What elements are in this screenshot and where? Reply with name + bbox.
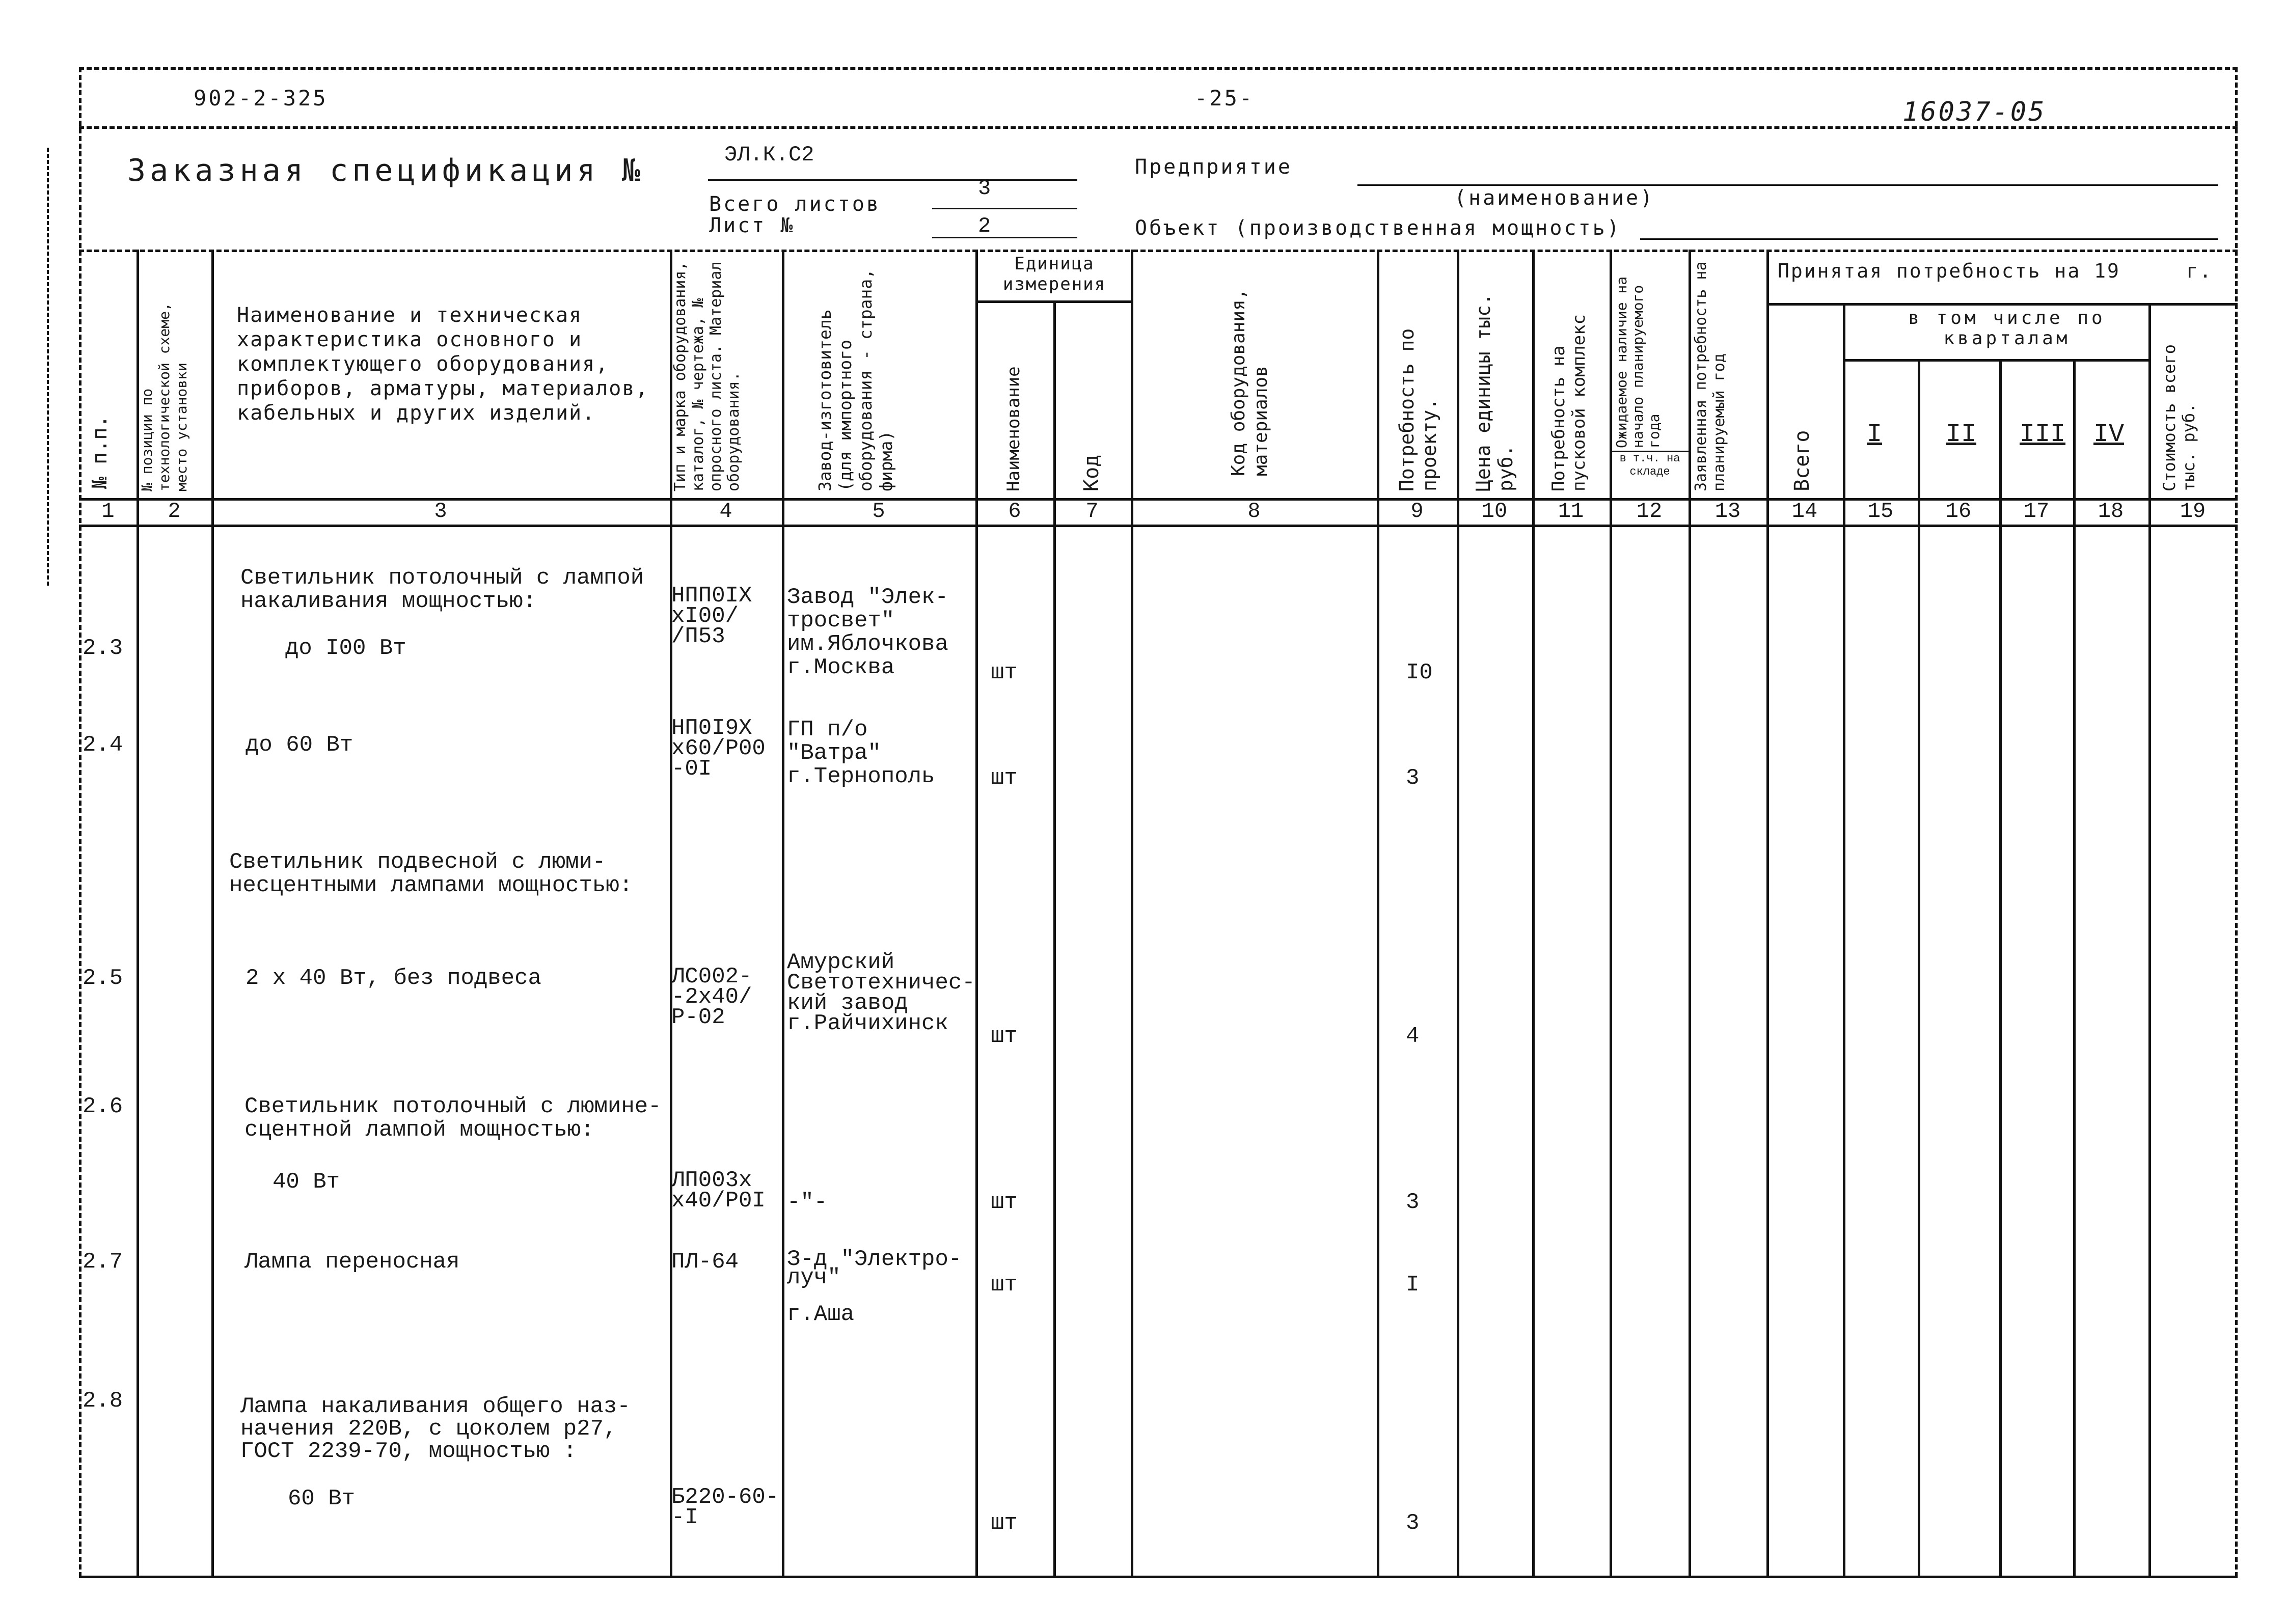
col-line [1457,250,1459,1576]
row-maker: Завод "Элек- тросвет" им.Яблочкова г.Москва [787,585,948,680]
quarters-group-line [1843,359,2148,362]
row-number: 2.5 [83,966,123,991]
frame-left-line [79,67,81,1577]
colnum-18: 18 [2098,499,2124,524]
colnum-19: 19 [2180,499,2206,524]
frame-bottom-line [79,1576,2238,1578]
row-number: 2.3 [83,636,123,661]
row-name: 2 х 40 Вт, без подвеса [246,966,541,991]
col-header-14-group: Принятая потребность на 19 г. [1778,260,2213,282]
row-name: Светильник потолочный с люмине- сцентной лампой мощностью: [244,1094,662,1143]
row-type: ЛС002- -2x40/ P-02 [671,964,752,1030]
sheets-total-value: 3 [978,176,991,201]
colnum-9: 9 [1410,499,1424,524]
colnum-6: 6 [1008,499,1021,524]
row-type: НПП0IX xI00/ /П53 [671,583,752,649]
frame-colnum-top [79,498,2238,501]
sheets-total-label: Всего листов [709,192,881,216]
row-number: 2.7 [83,1249,123,1275]
col-line [2073,359,2076,1576]
colnum-14: 14 [1791,499,1818,524]
inventory-number: 16037-05 [1902,97,2047,127]
col-header-12-stock: в т.ч. на складе [1619,452,1680,478]
colnum-10: 10 [1481,499,1508,524]
col-line [211,250,214,1576]
object-line [1640,238,2218,240]
row-name: до I00 Вт [285,636,406,661]
colnum-12: 12 [1636,499,1663,524]
col-line [1999,359,2002,1576]
col-header-15: I [1867,420,1883,449]
col-line [1053,300,1056,1576]
col-line [782,250,784,1576]
row-qty: 3 [1406,765,1420,791]
col-line [1918,359,1920,1576]
row-unit: шт [991,765,1018,791]
col-header-3: Наименование и техническая характеристика основного и комплектующего оборудования, приборов, арматуры, материалов, кабельных и других изделий. [237,304,649,425]
sheet-label: Лист № [709,214,795,237]
page-number: -25- [1194,86,1255,111]
row-unit: шт [991,1510,1018,1536]
colnum-7: 7 [1085,499,1099,524]
object-label: Объект (производственная мощность) [1135,216,1621,240]
col-line [1689,250,1691,1576]
sheet-line [932,237,1077,238]
col-header-6-group: Единица измерения [1002,254,1106,294]
row-maker: З-д "Электро- луч" г.Аша [787,1247,962,1327]
sheets-total-line [932,208,1077,209]
sheet-value: 2 [978,214,991,238]
col-line [1610,250,1612,1576]
enterprise-label: Предприятие [1135,155,1292,179]
row-qty: I0 [1406,660,1433,685]
row-type: Б220-60- -I [671,1484,779,1530]
colnum-1: 1 [101,499,115,524]
row-name: Светильник подвесной с люми- несцентными лампами мощностью: [229,849,633,898]
row-unit: шт [991,1190,1018,1215]
col-line [1843,303,1845,1576]
col-header-9: Потребность по проекту. [1396,328,1440,491]
col-header-4: Тип и марка оборудования, каталог, № чертежа, № опросного листа. Материал оборудования. [671,261,743,491]
row-name: до 60 Вт [246,732,353,758]
row-maker: Амурский Светотехничес- кий завод г.Райчихинск [787,950,975,1036]
col-header-16: II [1946,420,1977,449]
row-type: ЛП003x x40/P0I [671,1168,766,1214]
col-header-14: Всего [1790,430,1814,491]
colnum-11: 11 [1558,499,1584,524]
colnum-8: 8 [1247,499,1261,524]
row-qty: 3 [1406,1190,1420,1215]
row-unit: шт [991,660,1018,685]
col-line [975,250,978,1576]
row-maker: ГП п/о "Ватра" г.Тернополь [787,717,935,789]
row-name: Лампа переносная [244,1249,460,1275]
col-line [1131,250,1133,1576]
col-header-10: Цена единицы тыс. руб. [1472,293,1517,491]
colnum-3: 3 [434,499,447,524]
row-number: 2.6 [83,1094,123,1119]
row-maker: -"- [787,1190,828,1215]
col-header-17: III [2020,420,2066,449]
col-header-8: Код оборудования, материалов [1228,288,1271,476]
col-line [1377,250,1379,1576]
row-type: ПЛ-64 [671,1249,739,1275]
unit-group-line [975,300,1131,303]
row-qty: 3 [1406,1510,1420,1536]
binding-margin-marks [47,148,49,586]
spec-number-line [708,179,1077,181]
frame-right-line [2235,67,2238,1577]
spec-number: ЭЛ.К.С2 [724,143,814,167]
col-header-12: Ожидаемое наличие на начало планируемого года [1613,276,1663,448]
row-name: Светильник потолочный с лампой накаливания мощностью: [240,565,644,614]
row-unit: шт [991,1272,1018,1298]
colnum-13: 13 [1715,499,1741,524]
row-name: 60 Вт [288,1486,356,1511]
doc-code: 902-2-325 [194,86,328,111]
col-line [2148,303,2151,1576]
col-line [1532,250,1535,1576]
name-label: (наименование) [1454,186,1655,210]
row-name: 40 Вт [273,1169,340,1195]
col-header-11: Потребность на пусковой комплекс [1548,314,1589,491]
colnum-4: 4 [719,499,732,524]
colnum-5: 5 [872,499,885,524]
enterprise-line [1357,184,2218,186]
col-header-15-group: в том числе по кварталам [1908,308,2106,349]
frame-colnum-bottom [79,525,2238,527]
col-header-5: Завод-изготовитель (для импортного оборудования - страна, фирма) [815,268,896,491]
colnum-17: 17 [2023,499,2050,524]
frame-header-line [79,250,2238,252]
row-name: Лампа накаливания общего наз- начения 220В, с цоколем р27, ГОСТ 2239-70, мощностью : [240,1394,631,1464]
col-header-7: Код [1080,454,1103,491]
row-type: НП0I9X x60/P00 -0I [671,715,766,782]
col-line [1766,250,1769,1576]
frame-top-line [79,67,2238,70]
col-header-6: Наименование [1003,366,1024,491]
colnum-15: 15 [1867,499,1894,524]
spec-title: Заказная спецификация № [127,153,644,188]
row-qty: I [1406,1272,1420,1298]
col-header-2: № позиции по технологической схеме, место установки [139,302,190,491]
colnum-2: 2 [168,499,181,524]
colnum-16: 16 [1945,499,1972,524]
row-number: 2.4 [83,732,123,758]
row-number: 2.8 [83,1388,123,1414]
col-header-1: № п.п. [88,415,112,489]
col-header-13: Заявленная потребность на планируемый год [1692,261,1728,491]
col-header-19: Стоимость всего тыс. руб. [2160,344,2198,491]
col-header-18: IV [2093,420,2125,449]
row-unit: шт [991,1024,1018,1049]
row-qty: 4 [1406,1024,1420,1049]
